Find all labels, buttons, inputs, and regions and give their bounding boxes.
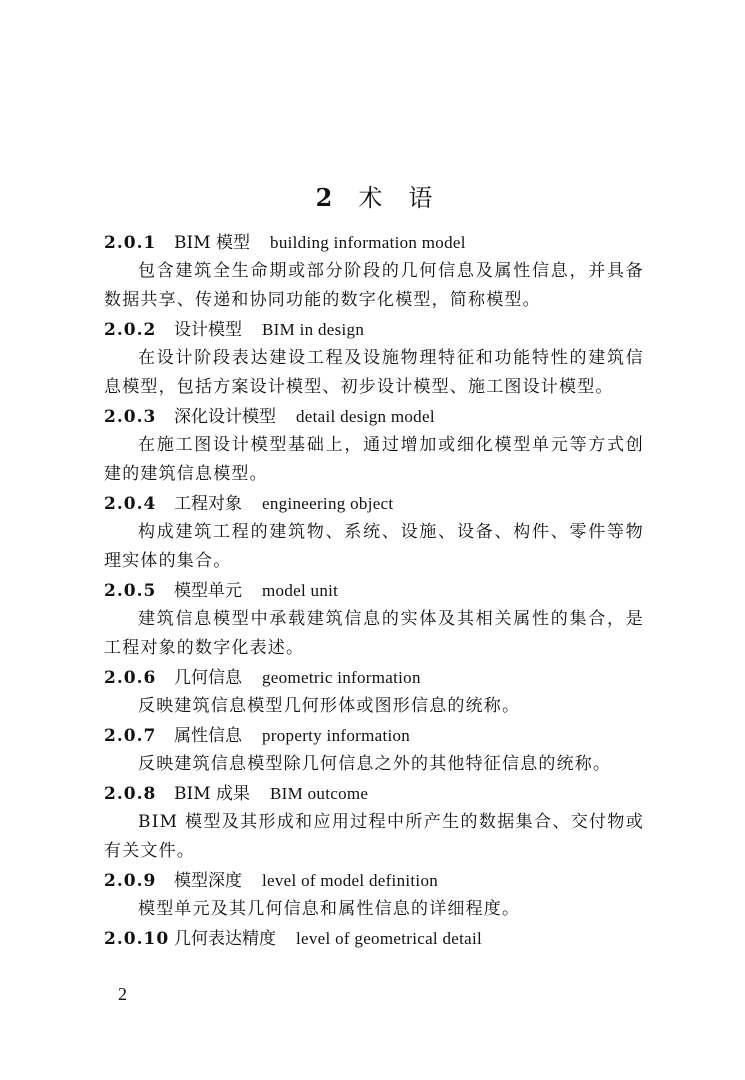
term-english: BIM outcome — [270, 784, 369, 803]
term-english: level of model definition — [262, 871, 439, 890]
term-english: geometric information — [262, 668, 421, 687]
term-definition: 包含建筑全生命期或部分阶段的几何信息及属性信息，并具备数据共享、传递和协同功能的数字化模型，简称模型。 — [104, 261, 644, 310]
term-chinese: 模型深度 — [174, 871, 242, 891]
term-entry — [104, 779, 644, 866]
term-entry — [104, 721, 644, 779]
term-english: detail design model — [296, 407, 435, 426]
term-entry — [104, 228, 644, 315]
term-number: 2.0.7 — [104, 726, 157, 746]
term-definition: 构成建筑工程的建筑物、系统、设施、设备、构件、零件等物理实体的集合。 — [104, 522, 644, 571]
term-english: BIM in design — [262, 320, 365, 339]
term-chinese: 模型单元 — [174, 581, 242, 601]
term-heading — [104, 721, 644, 750]
term-definition: 在施工图设计模型基础上，通过增加或细化模型单元等方式创建的建筑信息模型。 — [104, 435, 644, 484]
term-entry — [104, 402, 644, 489]
term-english: model unit — [262, 581, 339, 600]
term-english: level of geometrical detail — [296, 929, 483, 948]
term-entry — [104, 489, 644, 576]
term-chinese: 几何信息 — [174, 668, 242, 688]
term-heading — [104, 663, 644, 692]
term-heading — [104, 576, 644, 605]
chapter-number: 2 — [315, 183, 333, 212]
chapter-title — [104, 180, 644, 216]
document-page — [104, 0, 644, 1080]
term-chinese: 设计模型 — [174, 320, 242, 340]
term-heading — [104, 779, 644, 808]
term-heading — [104, 924, 644, 953]
term-chinese: 几何表达精度 — [174, 929, 276, 949]
term-chinese: 属性信息 — [174, 726, 242, 746]
terms-list — [104, 228, 644, 953]
term-heading — [104, 489, 644, 518]
chapter-title-part1: 术 — [358, 184, 383, 212]
term-number: 2.0.4 — [104, 494, 157, 514]
term-definition: 在设计阶段表达建设工程及设施物理特征和功能特性的建筑信息模型，包括方案设计模型、初步设计模型、施工图设计模型。 — [104, 348, 644, 397]
term-number: 2.0.1 — [104, 233, 157, 253]
term-heading — [104, 228, 644, 257]
term-number: 2.0.8 — [104, 784, 157, 804]
term-entry — [104, 576, 644, 663]
term-english: building information model — [270, 233, 466, 252]
term-chinese: 深化设计模型 — [174, 407, 276, 427]
term-chinese: BIM 模型 — [174, 233, 251, 253]
term-entry — [104, 315, 644, 402]
term-number: 2.0.3 — [104, 407, 157, 427]
term-number: 2.0.2 — [104, 320, 157, 340]
term-definition: BIM 模型及其形成和应用过程中所产生的数据集合、交付物或有关文件。 — [104, 812, 644, 861]
term-number: 2.0.5 — [104, 581, 157, 601]
term-definition: 反映建筑信息模型除几何信息之外的其他特征信息的统称。 — [138, 754, 612, 774]
term-chinese: BIM 成果 — [174, 784, 251, 804]
chapter-title-part2: 语 — [408, 184, 433, 212]
term-heading — [104, 315, 644, 344]
term-definition: 建筑信息模型中承载建筑信息的实体及其相关属性的集合，是工程对象的数字化表述。 — [104, 609, 644, 658]
term-chinese: 工程对象 — [174, 494, 242, 514]
term-entry — [104, 866, 644, 924]
term-number: 2.0.10 — [104, 929, 170, 949]
term-english: engineering object — [262, 494, 394, 513]
term-number: 2.0.9 — [104, 871, 157, 891]
term-heading — [104, 866, 644, 895]
term-entry — [104, 663, 644, 721]
term-definition: 反映建筑信息模型几何形体或图形信息的统称。 — [138, 696, 521, 716]
term-heading — [104, 402, 644, 431]
page-number: 2 — [118, 984, 127, 1004]
term-definition: 模型单元及其几何信息和属性信息的详细程度。 — [138, 899, 521, 919]
term-english: property information — [262, 726, 411, 745]
term-entry — [104, 924, 644, 953]
term-number: 2.0.6 — [104, 668, 157, 688]
